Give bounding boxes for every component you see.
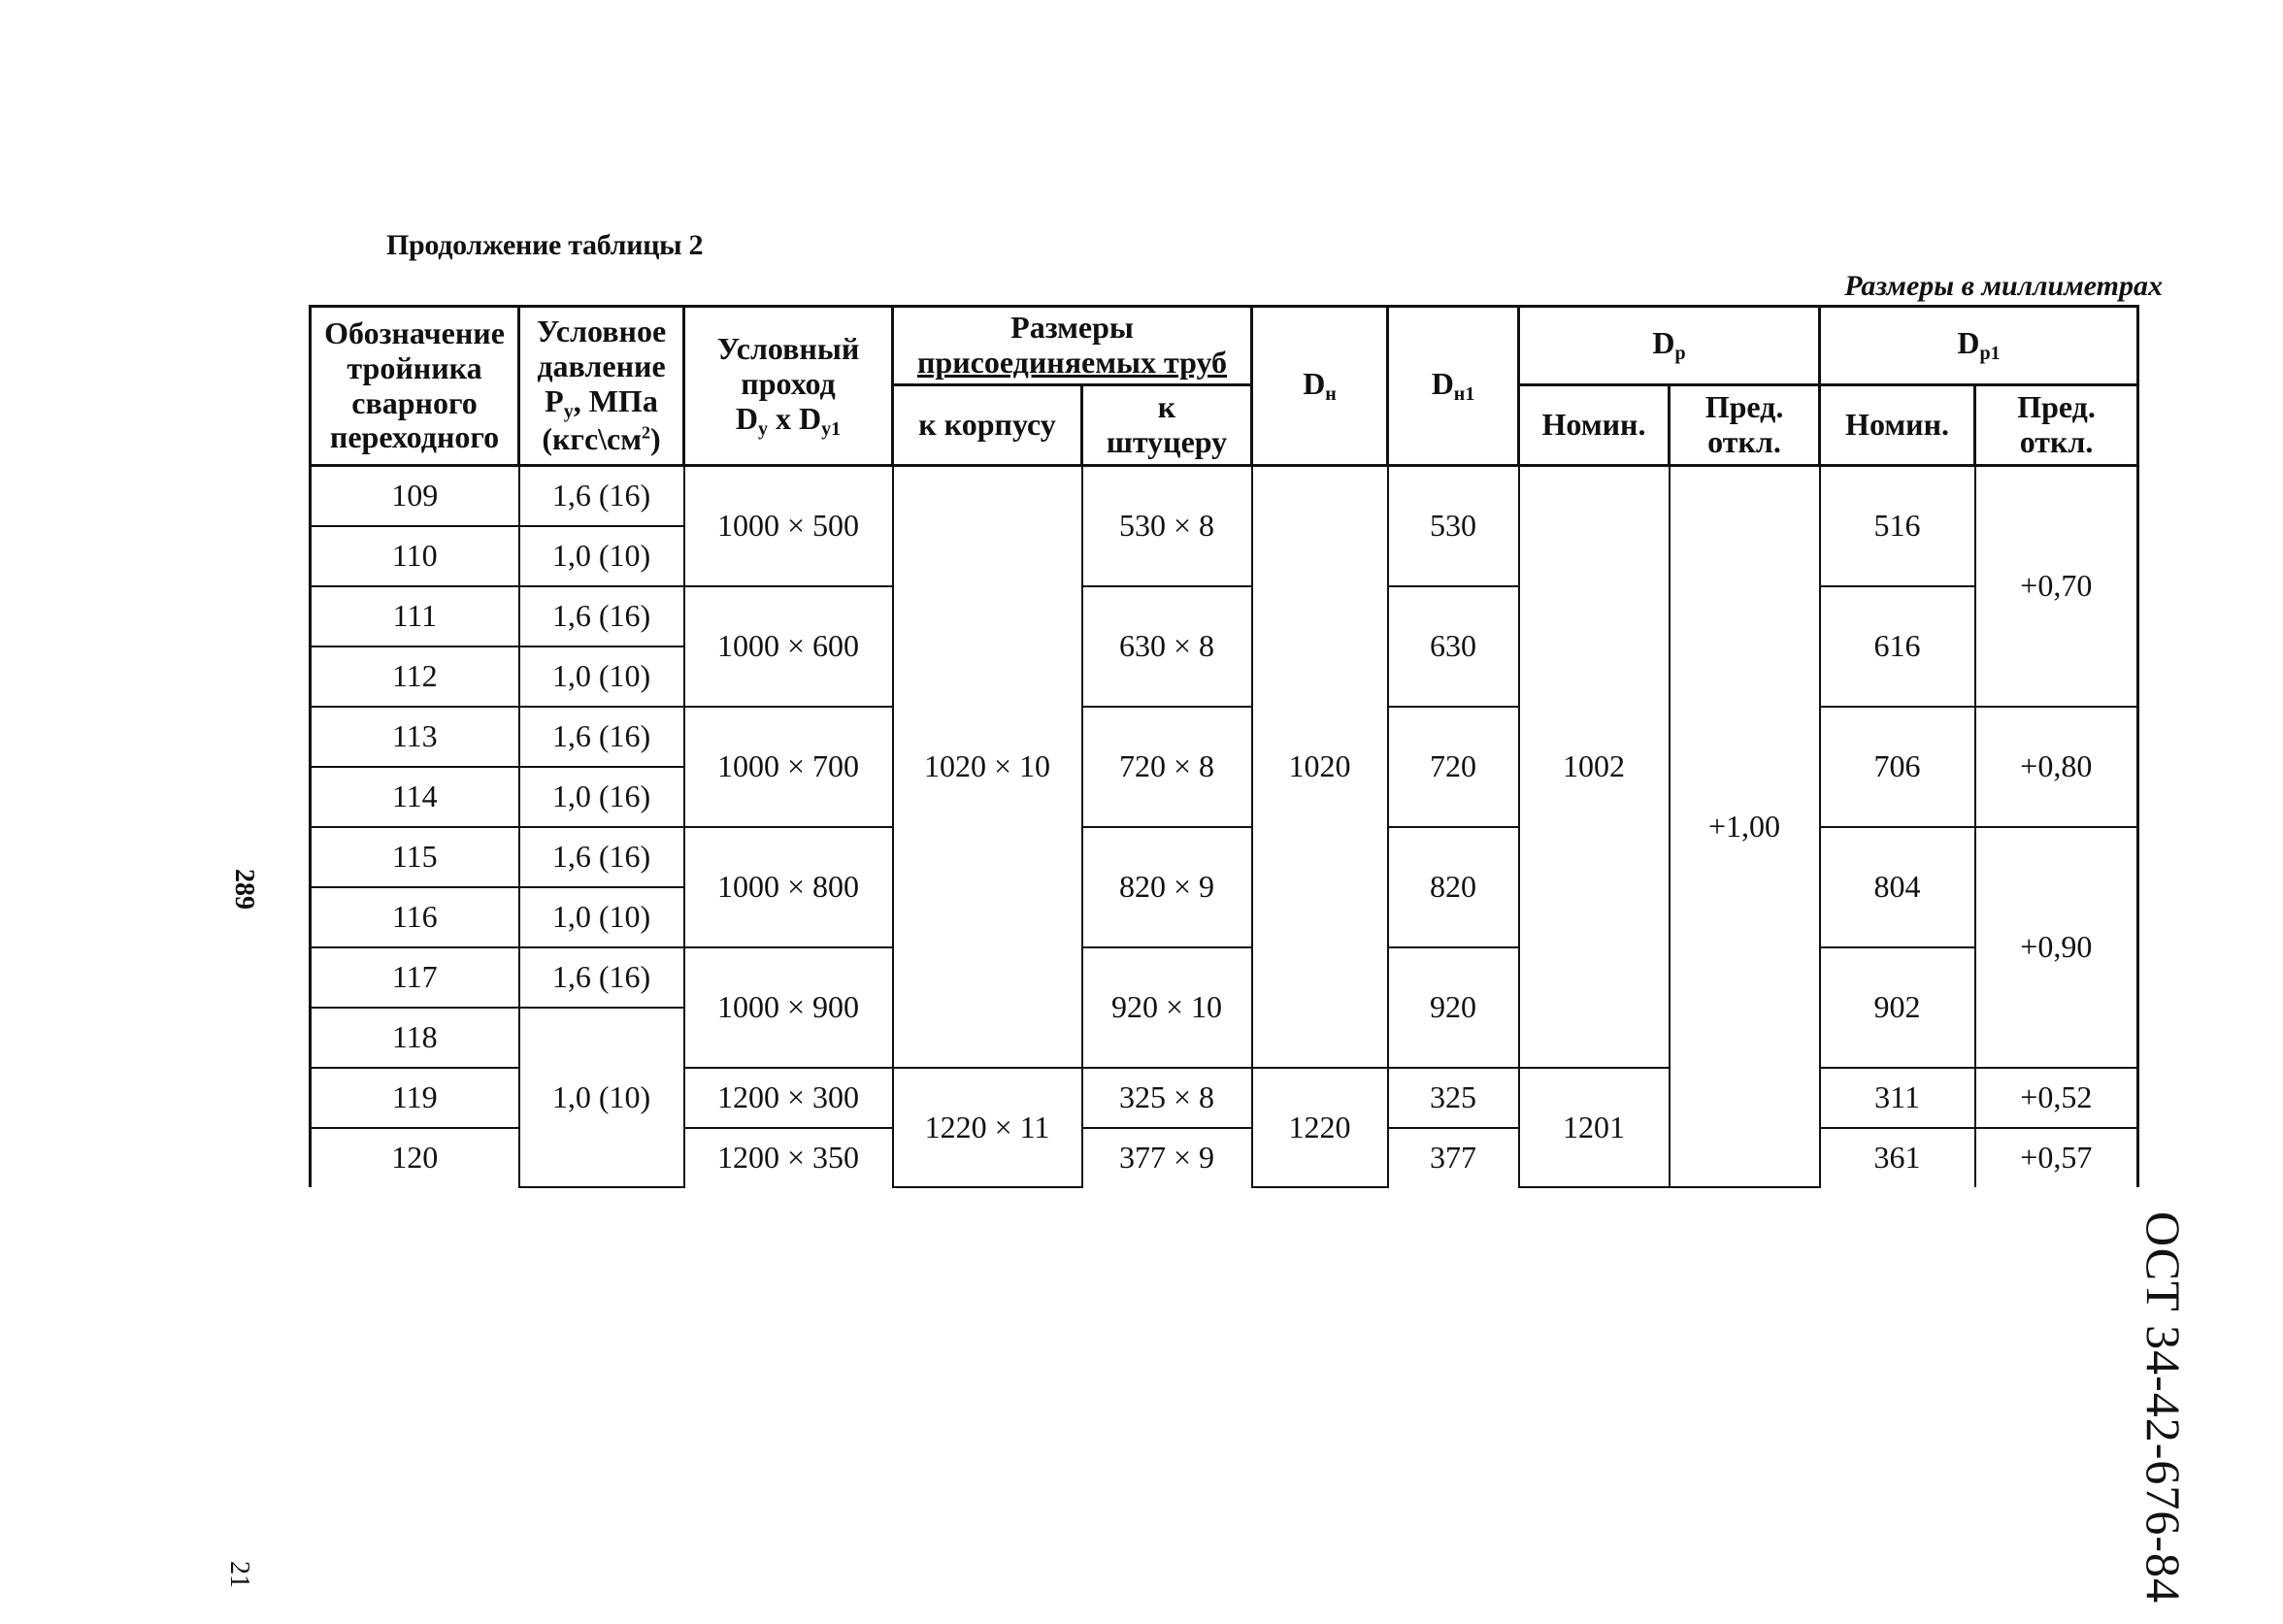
designation-cell: 120 <box>311 1128 519 1187</box>
dp1-nominal-cell: 706 <box>1820 707 1975 827</box>
body-pipe-cell: 1220 × 11 <box>893 1068 1082 1187</box>
pressure-cell: 1,6 (16) <box>519 947 684 1008</box>
units-note: Размеры в миллиметрах <box>1844 270 2163 302</box>
designation-cell: 118 <box>311 1008 519 1068</box>
header-pipe-sizes: Размеры присоединяемых труб <box>893 307 1252 385</box>
dn-cell: 1220 <box>1252 1068 1388 1187</box>
header-dp: $D_р$ <box>1519 307 1820 385</box>
passage-cell: 1200 × 300 <box>684 1068 893 1128</box>
branch-pipe-cell: 630 × 8 <box>1082 586 1252 707</box>
dp1-nominal-cell: 616 <box>1820 586 1975 707</box>
dp1-deviation-cell: +0,70 <box>1975 466 2138 708</box>
dn1-cell: 530 <box>1388 466 1519 587</box>
dp-nominal-cell: 1201 <box>1519 1068 1670 1187</box>
pressure-cell: 1,0 (10) <box>519 1008 684 1187</box>
side-page-number: 289 <box>229 869 259 910</box>
designation-cell: 113 <box>311 707 519 767</box>
pressure-cell: 1,6 (16) <box>519 707 684 767</box>
pressure-cell: 1,0 (10) <box>519 887 684 947</box>
page-number: 21 <box>224 1561 254 1588</box>
pressure-cell: 1,6 (16) <box>519 586 684 646</box>
table-header <box>311 307 2283 466</box>
pressure-cell: 1,0 (16) <box>519 767 684 827</box>
branch-pipe-cell: 820 × 9 <box>1082 827 1252 947</box>
dp1-nominal-cell: 361 <box>1820 1128 1975 1187</box>
pressure-cell: 1,6 (16) <box>519 466 684 527</box>
branch-pipe-cell: 720 × 8 <box>1082 707 1252 827</box>
pressure-cell: 1,6 (16) <box>519 827 684 887</box>
branch-pipe-cell: 920 × 10 <box>1082 947 1252 1068</box>
designation-cell: 109 <box>311 466 519 527</box>
passage-cell: 1000 × 600 <box>684 586 893 707</box>
designation-cell: 110 <box>311 526 519 586</box>
dn1-cell: 325 <box>1388 1068 1519 1128</box>
dp-nominal-cell: 1002 <box>1519 466 1670 1069</box>
header-dp1: $D_{р1}$ <box>1820 307 2138 385</box>
branch-pipe-cell: 377 × 9 <box>1082 1128 1252 1187</box>
dp1-deviation-cell: +0,90 <box>1975 827 2138 1068</box>
dn1-cell: 377 <box>1388 1128 1519 1187</box>
passage-cell: 1000 × 800 <box>684 827 893 947</box>
header-designation: Обозначение тройника сварного переходного <box>311 307 519 466</box>
passage-cell: 1000 × 500 <box>684 466 893 587</box>
branch-pipe-cell: 530 × 8 <box>1082 466 1252 587</box>
dn-cell: 1020 <box>1252 466 1388 1069</box>
dn1-cell: 720 <box>1388 707 1519 827</box>
dp1-nominal-cell: 516 <box>1820 466 1975 587</box>
designation-cell: 111 <box>311 586 519 646</box>
table-caption: Продолжение таблицы 2 <box>386 229 704 261</box>
dn1-cell: 920 <box>1388 947 1519 1068</box>
header-branch-pipe: к штуцеру <box>1082 385 1252 466</box>
dp1-deviation-cell: +0,52 <box>1975 1068 2138 1128</box>
fittings-table <box>309 305 2283 1188</box>
body-pipe-cell: 1020 × 10 <box>893 466 1082 1069</box>
header-dp1-nominal: Номин. <box>1820 385 1975 466</box>
dn1-cell: 820 <box>1388 827 1519 947</box>
dp1-nominal-cell: 804 <box>1820 827 1975 947</box>
dp1-deviation-cell: +0,57 <box>1975 1128 2138 1187</box>
header-pressure: Условное давление $P_у$, МПа $(кгс\backslash см^2)$ <box>519 307 684 466</box>
designation-cell: 116 <box>311 887 519 947</box>
pressure-cell: 1,0 (10) <box>519 646 684 707</box>
branch-pipe-cell: 325 × 8 <box>1082 1068 1252 1128</box>
document-code: ОСТ 34-42-676-84 <box>2136 1211 2191 1605</box>
table-row <box>311 466 2283 527</box>
dp1-deviation-cell: +0,80 <box>1975 707 2138 827</box>
designation-cell: 114 <box>311 767 519 827</box>
designation-cell: 112 <box>311 646 519 707</box>
dn1-cell: 630 <box>1388 586 1519 707</box>
table-body <box>311 466 2283 1188</box>
header-dp-deviation: Пред. откл. <box>1670 385 1820 466</box>
header-dn1: $D_{н1}$ <box>1388 307 1519 466</box>
designation-cell: 117 <box>311 947 519 1008</box>
pressure-cell: 1,0 (10) <box>519 526 684 586</box>
dp1-nominal-cell: 311 <box>1820 1068 1975 1128</box>
header-dp-nominal: Номин. <box>1519 385 1670 466</box>
header-body-pipe: к корпусу <box>893 385 1082 466</box>
passage-cell: 1000 × 700 <box>684 707 893 827</box>
dp1-nominal-cell: 902 <box>1820 947 1975 1068</box>
header-dp1-deviation: Пред. откл. <box>1975 385 2138 466</box>
passage-cell: 1200 × 350 <box>684 1128 893 1187</box>
designation-cell: 119 <box>311 1068 519 1128</box>
header-nominal-passage: Условный проход $D_у$ x $D_{у1}$ <box>684 307 893 466</box>
passage-cell: 1000 × 900 <box>684 947 893 1068</box>
dp-deviation-cell: +1,00 <box>1670 466 1820 1188</box>
header-dn: $D_н$ <box>1252 307 1388 466</box>
designation-cell: 115 <box>311 827 519 887</box>
